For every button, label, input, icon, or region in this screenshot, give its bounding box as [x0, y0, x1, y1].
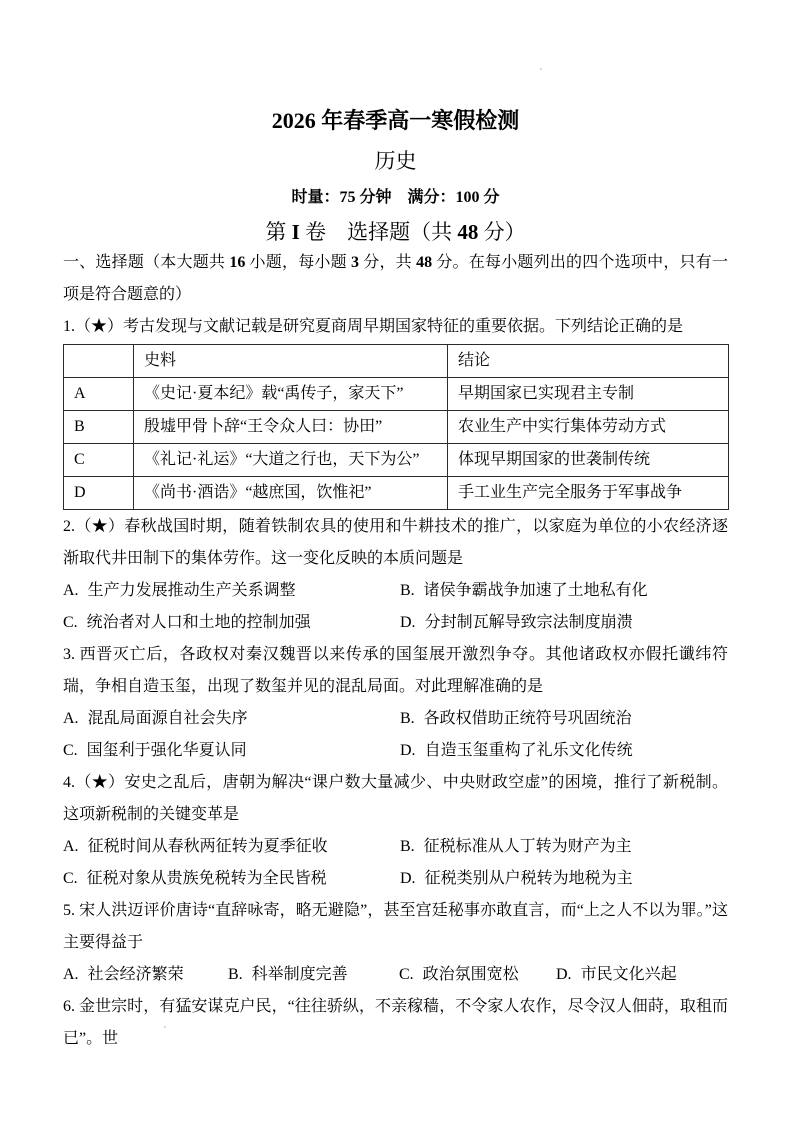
- text-segment: 48: [457, 220, 479, 244]
- option-text: 各政权借助正统符号巩固统治: [423, 710, 632, 727]
- table-cell-source: 《史记·夏本纪》载“禹传子，家天下”: [134, 378, 448, 411]
- subject-title: 历史: [374, 149, 417, 173]
- option-c: [63, 863, 400, 895]
- option-text: 科举制度完善: [251, 966, 348, 983]
- table-header-cell-conclusion: 结论: [448, 345, 729, 378]
- question-2-text: 2.（★）春秋战国时期，随着铁制农具的使用和牛耕技术的推广，以家庭为单位的小农经济逐渐取代井田制下的集体劳作。这一变化反映的本质问题是: [63, 518, 728, 567]
- option-text: 征税标准从人丁转为财产为主: [423, 838, 632, 855]
- option-text: 政治氛围宽松: [422, 966, 519, 983]
- option-label: A.: [63, 966, 79, 983]
- option-label: C.: [63, 870, 78, 887]
- table-row: [64, 477, 729, 510]
- question-3-text: 3. 西晋灭亡后，各政权对秦汉魏晋以来传承的国玺展开激烈争夺。其他诸政权亦假托谶纬符瑞，争相自造玉玺，出现了数玺并见的混乱局面。对此理解准确的是: [63, 646, 728, 695]
- option-b: [228, 959, 399, 991]
- option-text: 生产力发展推动生产关系调整: [87, 582, 296, 599]
- section-heading: [63, 217, 728, 247]
- table-header-cell-blank: [64, 345, 134, 378]
- text-segment: I: [291, 220, 300, 244]
- option-label: A.: [63, 582, 79, 599]
- text-segment: 分。在每小题列出的四个选项中，只有一项是符合题意的）: [63, 254, 728, 303]
- option-label: B.: [400, 710, 415, 727]
- text-segment: 小题，每小题: [245, 254, 352, 271]
- table-row: [64, 444, 729, 477]
- option-a: [63, 703, 400, 735]
- question-4-text: 4.（★）安史之乱后，唐朝为解决“课户数大量减少、中央财政空虚”的困境，推行了新税制。这项新税制的关键变革是: [63, 774, 728, 823]
- text-segment: 16: [229, 254, 246, 271]
- question-2: [63, 511, 728, 639]
- option-text: 混乱局面源自社会失序: [87, 710, 248, 727]
- option-label: B.: [228, 966, 243, 983]
- table-row: [64, 378, 729, 411]
- option-d: [400, 735, 728, 767]
- text-segment: 分，共: [359, 254, 417, 271]
- table-cell-source: 《礼记·礼运》“大道之行也，天下为公”: [134, 444, 448, 477]
- table-cell-conclusion: 早期国家已实现君主专制: [448, 378, 729, 411]
- option-d: [556, 959, 728, 991]
- table-cell-source: 殷墟甲骨卜辞“王令众人曰：协田”: [134, 411, 448, 444]
- option-label: B.: [400, 838, 415, 855]
- option-b: [400, 831, 728, 863]
- option-text: 征税时间从春秋两征转为夏季征收: [87, 838, 328, 855]
- option-a: [63, 959, 228, 991]
- option-label: A.: [63, 838, 79, 855]
- option-label: C.: [63, 742, 78, 759]
- option-text: 社会经济繁荣: [87, 966, 184, 983]
- option-text: 自造玉玺重构了礼乐文化传统: [424, 742, 633, 759]
- text-segment: 48: [416, 254, 433, 271]
- option-b: [400, 575, 728, 607]
- table-row: [64, 411, 729, 444]
- option-c: [63, 735, 400, 767]
- option-c: [63, 607, 400, 639]
- option-label: B.: [400, 582, 415, 599]
- option-text: 征税类别从户税转为地税为主: [424, 870, 633, 887]
- text-segment: 卷 选择题（共: [299, 220, 458, 244]
- question-5-options: [63, 959, 728, 991]
- option-text: 诸侯争霸战争加速了土地私有化: [423, 582, 648, 599]
- question-3: [63, 639, 728, 767]
- option-text: 分封制瓦解导致宗法制度崩溃: [424, 614, 633, 631]
- question-6-text: 6. 金世宗时，有猛安谋克户民，“往往骄纵，不亲稼穑，不令家人农作，尽令汉人佃莳，取租而已”。世: [63, 998, 728, 1047]
- exam-meta-line: 时量：75 分钟 满分：100 分: [291, 189, 500, 206]
- text-segment: 分）: [478, 220, 526, 244]
- option-label: D.: [556, 966, 572, 983]
- table-cell-letter: C: [64, 444, 134, 477]
- option-c: [399, 959, 556, 991]
- option-label: D.: [400, 870, 416, 887]
- text-segment: 一、选择题（本大题共: [63, 254, 230, 271]
- question-1-text: 1.（★）考古发现与文献记载是研究夏商周早期国家特征的重要依据。下列结论正确的是: [63, 318, 684, 335]
- table-cell-letter: D: [64, 477, 134, 510]
- option-a: [63, 575, 400, 607]
- option-d: [400, 863, 728, 895]
- option-label: D.: [400, 614, 416, 631]
- table-cell-source: 《尚书·酒诰》“越庶国，饮惟祀”: [134, 477, 448, 510]
- option-label: C.: [399, 966, 414, 983]
- option-a: [63, 831, 400, 863]
- table-cell-conclusion: 体现早期国家的世袭制传统: [448, 444, 729, 477]
- text-segment: 3: [351, 254, 360, 271]
- table-cell-conclusion: 农业生产中实行集体劳动方式: [448, 411, 729, 444]
- page-title: 2026 年春季高一寒假检测: [271, 108, 520, 133]
- table-cell-letter: A: [64, 378, 134, 411]
- text-segment: 第: [265, 220, 292, 244]
- option-d: [400, 607, 728, 639]
- scan-artifact-dot: [164, 1026, 166, 1028]
- option-label: D.: [400, 742, 416, 759]
- option-b: [400, 703, 728, 735]
- question-5-text: 5. 宋人洪迈评价唐诗“直辞咏寄，略无避隐”，甚至宫廷秘事亦敢直言，而“上之人不以为罪。”这主要得益于: [63, 902, 728, 951]
- option-text: 征税对象从贵族免税转为全民皆税: [86, 870, 327, 887]
- question-1-table: [63, 344, 729, 510]
- table-cell-letter: B: [64, 411, 134, 444]
- question-4: [63, 767, 728, 895]
- option-text: 统治者对人口和土地的控制加强: [86, 614, 311, 631]
- option-text: 国玺利于强化华夏认同: [86, 742, 247, 759]
- question-6: [63, 991, 728, 1055]
- table-header-row: [64, 345, 729, 378]
- table-cell-conclusion: 手工业生产完全服务于军事战争: [448, 477, 729, 510]
- question-5: [63, 895, 728, 991]
- option-label: C.: [63, 614, 78, 631]
- option-text: 市民文化兴起: [580, 966, 677, 983]
- question-4-options: [63, 831, 728, 895]
- question-2-options: [63, 575, 728, 639]
- question-3-options: [63, 703, 728, 767]
- scan-artifact-dot: [540, 68, 542, 70]
- option-label: A.: [63, 710, 79, 727]
- instructions-paragraph: [63, 247, 728, 311]
- question-1: [63, 311, 728, 510]
- table-header-cell-source: 史料: [134, 345, 448, 378]
